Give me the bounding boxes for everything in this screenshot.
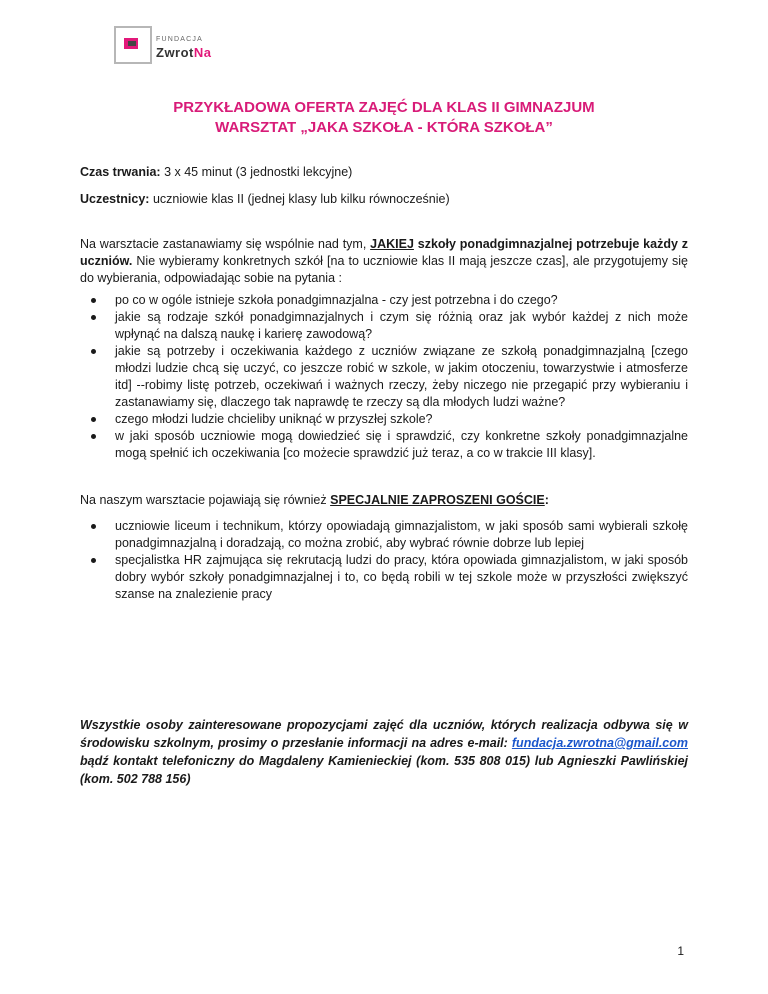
page-number: 1	[677, 944, 684, 958]
bullet-icon	[91, 298, 96, 303]
jakiej-emphasis: JAKIEJ	[370, 237, 414, 251]
duration-line	[80, 164, 688, 181]
participants-label: Uczestnicy:	[80, 192, 150, 206]
document-title-line1: PRZYKŁADOWA OFERTA ZAJĘĆ DLA KLAS II GIMNAZJUM	[173, 99, 595, 116]
list-item: czego młodzi ludzie chcieliby uniknąć w przyszłej szkole?	[80, 411, 688, 428]
bullet-icon	[91, 524, 96, 529]
list-item: uczniowie liceum i technikum, którzy opowiadają gimnazjalistom, w jaki sposób sami wybierali szkołę ponadgimnazjalną i doradzają, co można zrobić, aby wybrać równie dobrze lub lepiej	[80, 518, 688, 552]
foundation-logo	[110, 24, 210, 68]
bullet-icon	[91, 434, 96, 439]
logo-small-text: FUNDACJA	[156, 36, 203, 43]
bullet-icon	[91, 349, 96, 354]
duration-value: 3 x 45 minut (3 jednostki lekcyjne)	[160, 165, 353, 179]
list-item: specjalistka HR zajmująca się rekrutacją ludzi do pracy, która opowiada gimnazjalistom, w jaki sposób dobry wybór szkoły ponadgimnazjalnej i to, co będą robili w tej szkole może w przyszłości zwiększyć szanse na znalezienie pracy	[80, 552, 688, 603]
document-title-line2: WARSZTAT „JAKA SZKOŁA - KTÓRA SZKOŁA”	[215, 119, 553, 136]
intro-paragraph: Na warsztacie zastanawiamy się wspólnie nad tym, JAKIEJ szkoły ponadgimnazjalnej potrzebuje każdy z uczniów. Nie wybieramy konkretnych szkół [na to uczniowie klas II mają jeszcze czas], ale przygotujemy się do wybierania, odpowiadając sobie na pytania :	[80, 237, 688, 285]
list-item: jakie są potrzeby i oczekiwania każdego z uczniów związane ze szkołą ponadgimnazjalną [czego młodzi ludzie chcą się uczyć, co jeszcze robić w szkole, w jakim otoczeniu, towarzystwie i atmosferze itd] --robimy listę potrzeb, oczekiwań i ważnych rzeczy, żeby niczego nie przegapić przy wybieraniu i zastanawiamy się, dlaczego tak naprawdę te rzeczy są dla młodych ludzi ważne?	[80, 343, 688, 411]
logo-mark-icon	[114, 26, 152, 64]
list-item: po co w ogóle istnieje szkoła ponadgimnazjalna - czy jest potrzebna i do czego?	[80, 292, 688, 309]
email-link[interactable]: fundacja.zwrotna@gmail.com	[511, 736, 688, 750]
duration-label: Czas trwania:	[80, 165, 161, 179]
list-item: w jaki sposób uczniowie mogą dowiedzieć się i sprawdzić, czy konkretne szkoły ponadgimnazjalne mogą spełnić ich oczekiwania [co możecie sprawdzić już teraz, a co w trakcie III klasy].	[80, 428, 688, 462]
list-item: jakie są rodzaje szkół ponadgimnazjalnych i czym się różnią oraz jak wybór każdej z nich może wpłynąć na dalszą naukę i karierę zawodową?	[80, 309, 688, 343]
guests-list	[80, 518, 688, 603]
bullet-icon	[91, 417, 96, 422]
contact-note: Wszystkie osoby zainteresowane propozycjami zajęć dla uczniów, których realizacja odbywa się w środowisku szkolnym, prosimy o przesłanie informacji na adres e-mail: fundacja.zwrotna@gmail.com bądź kontakt telefoniczny do Magdaleny Kamienieckiej (kom. 535 808 015) lub Agnieszki Pawlińskiej (kom. 502 788 156)	[80, 718, 688, 786]
guests-intro: Na naszym warsztacie pojawiają się również SPECJALNIE ZAPROSZENI GOŚCIE:	[80, 493, 549, 507]
bullet-icon	[91, 558, 96, 563]
questions-list	[80, 292, 688, 462]
participants-value: uczniowie klas II (jednej klasy lub kilku równocześnie)	[149, 192, 450, 206]
special-guests-emphasis: SPECJALNIE ZAPROSZENI GOŚCIE	[330, 493, 545, 507]
participants-line	[80, 191, 688, 208]
bullet-icon	[91, 315, 96, 320]
logo-brand-text: ZwrotNa	[156, 45, 212, 60]
